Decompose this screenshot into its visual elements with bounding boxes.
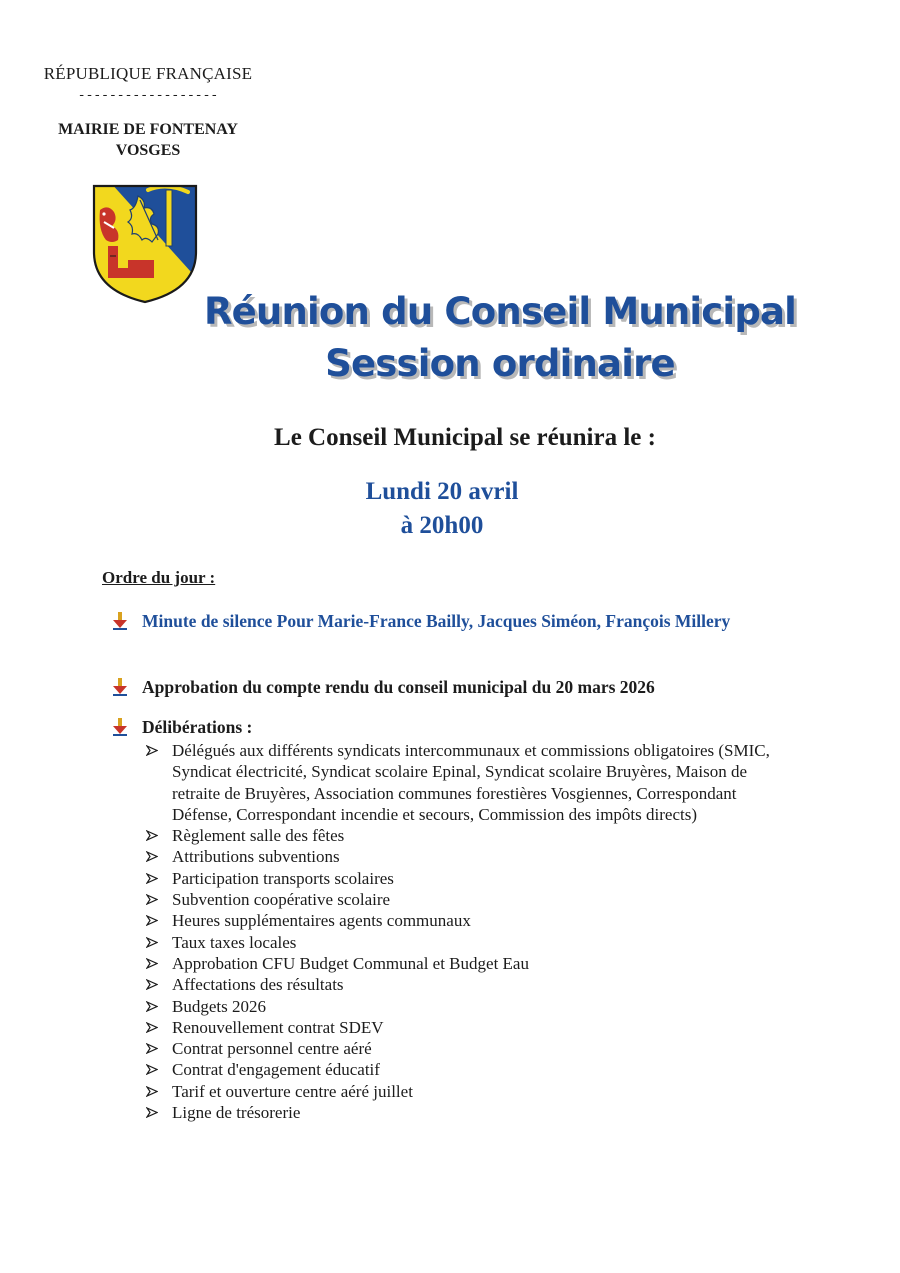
deliberation-item: Renouvellement contrat SDEV [146,1017,796,1038]
arrow-right-bullet-icon [146,937,158,948]
deliberation-item: Tarif et ouverture centre aéré juillet [146,1081,796,1102]
arrow-right-bullet-icon [146,873,158,884]
deliberation-item: Participation transports scolaires [146,868,796,889]
agenda-item-text: Délibérations : [142,717,253,737]
arrow-right-bullet-icon [146,745,158,756]
convocation-text: Le Conseil Municipal se réunira le : [274,424,656,451]
arrow-down-bullet-icon [112,678,128,696]
title-line-2: Session ordinaire [325,342,675,385]
meeting-time: à 20h00 [400,512,484,539]
agenda-item-silence [112,610,792,632]
deliberation-item: Heures supplémentaires agents communaux [146,910,796,931]
agenda-item-approbation [112,676,792,698]
meeting-date: Lundi 20 avril [365,478,519,505]
arrow-right-bullet-icon [146,915,158,926]
deliberation-item: Délégués aux différents syndicats intercommunaux et commissions obligatoires (SMIC, Syndicat électricité, Syndicat scolaire Epinal, Syndicat scolaire Bruyères, Maison de retraite de Bruyères, Association communes forestières Vosgiennes, Correspondant Défense, Correspondant incendie et secours, Commission des impôts directs) [146,740,796,825]
deliberation-item: Attributions subventions [146,846,796,867]
arrow-right-bullet-icon [146,1001,158,1012]
mairie-line-1: MAIRIE DE FONTENAY [58,121,238,138]
arrow-right-bullet-icon [146,830,158,841]
mairie-line-2: VOSGES [115,142,181,159]
deliberations-list [146,740,796,1123]
arrow-right-bullet-icon [146,958,158,969]
deliberation-item: Subvention coopérative scolaire [146,889,796,910]
arrow-right-bullet-icon [146,1043,158,1054]
arrow-right-bullet-icon [146,1064,158,1075]
deliberation-item: Ligne de trésorerie [146,1102,796,1123]
arrow-down-bullet-icon [112,718,128,736]
arrow-right-bullet-icon [146,979,158,990]
arrow-right-bullet-icon [146,851,158,862]
coat-of-arms-logo [90,182,200,306]
header-separator: ------------------ [77,88,219,103]
arrow-right-bullet-icon [146,894,158,905]
deliberation-item: Règlement salle des fêtes [146,825,796,846]
deliberation-item: Affectations des résultats [146,974,796,995]
agenda-heading: Ordre du jour : [102,568,216,587]
deliberation-item: Contrat d'engagement éducatif [146,1059,796,1080]
agenda-item-text: Minute de silence Pour Marie-France Bailly, Jacques Siméon, François Millery [142,611,731,631]
arrow-right-bullet-icon [146,1086,158,1097]
mairie-name [28,119,268,161]
agenda-item-deliberations [112,716,792,738]
arrow-right-bullet-icon [146,1107,158,1118]
deliberation-item: Approbation CFU Budget Communal et Budget Eau [146,953,796,974]
arrow-down-bullet-icon [112,612,128,630]
deliberation-item: Taux taxes locales [146,932,796,953]
header-block [28,64,268,161]
arrow-right-bullet-icon [146,1022,158,1033]
title-line-1: Réunion du Conseil Municipal [203,290,797,333]
republic-label: RÉPUBLIQUE FRANÇAISE [43,64,253,83]
deliberation-item: Budgets 2026 [146,996,796,1017]
deliberation-item: Contrat personnel centre aéré [146,1038,796,1059]
agenda-item-text: Approbation du compte rendu du conseil municipal du 20 mars 2026 [142,677,655,697]
